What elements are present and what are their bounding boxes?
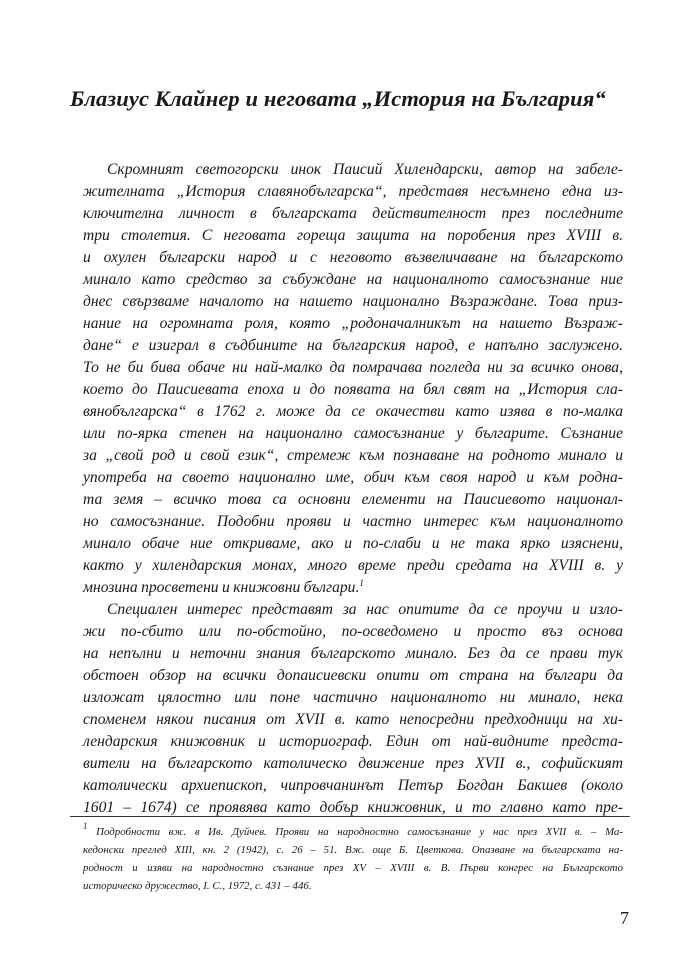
text-line: изложат цялостно или поне частично националното ни минало, нека bbox=[83, 689, 623, 706]
footnote-line bbox=[83, 823, 623, 841]
text-line: но самосъзнание. Подобни прояви и частно интерес към националното bbox=[83, 513, 623, 530]
text-line: Специален интерес представят за нас опитите да се проучи и изло- bbox=[107, 601, 623, 618]
text-line: жи по-сбито или по-обстойно, по-осведомено и просто въз основа bbox=[83, 623, 623, 640]
text-line: споменем някои писания от XVII в. като непосредни предходници на хи- bbox=[83, 711, 623, 728]
text-line: и охулен български народ и с неговото възвеличаване на българското bbox=[83, 249, 623, 266]
text-line: за „свой род и свой език“, стремеж към познаване на родното минало и bbox=[83, 447, 623, 464]
text-line: което до Паисиевата епоха и до появата на бял свят на „История сла- bbox=[83, 381, 623, 398]
text-line: дане“ е изиграл в съдбините на българския народ, е напълно заслужено. bbox=[83, 337, 623, 354]
text-line: минало обаче ние откриваме, ако и по-слаби и не така ярко изяснени, bbox=[83, 535, 623, 552]
paragraph-1 bbox=[83, 159, 623, 599]
footnote-line: кедонски преглед XIII, кн. 2 (1942), с. 26 – 51. Вж. още Б. Цветкова. Опазване на българската на- bbox=[83, 844, 623, 856]
footnote-divider bbox=[70, 816, 630, 817]
text-line: То не би бива обаче ни най-малко да помрачава погледа ни за всичко онова, bbox=[83, 359, 623, 376]
text-line: лендарския книжовник и историограф. Един от най-видните предста- bbox=[83, 733, 623, 750]
text-line bbox=[83, 577, 623, 599]
text-line: три столетия. С неговата гореща защита на поробения през XVIII в. bbox=[83, 227, 623, 244]
text-line: ключителна личност в българската действителност през последните bbox=[83, 205, 623, 222]
footnote-reference[interactable]: 1 bbox=[359, 578, 364, 588]
text-line: минало като средство за събуждане на националното самосъзнание ние bbox=[83, 271, 623, 288]
text-line: както у хилендарския монах, много време преди средата на XVIII в. у bbox=[83, 557, 623, 574]
footnote-line: родност и изяви на народностно съзнание през XV – XVIII в. В. Първи конгрес на Българското bbox=[83, 862, 623, 874]
text-line: нание на огромната роля, която „родоначалникът на нашето Възраж- bbox=[83, 315, 623, 332]
body-text bbox=[83, 159, 623, 819]
text-line: вители на българското католическо движение през XVII в., софийският bbox=[83, 755, 623, 772]
footnote-marker: 1 bbox=[83, 821, 88, 831]
footnote-line: историческо дружество, I. С., 1972, с. 431 – 446. bbox=[83, 880, 312, 892]
text-line-content: мнозина просветени и книжовни българи. bbox=[83, 579, 360, 596]
text-line: обстоен обзор на всички допаисиевски опити от страна на българи да bbox=[83, 667, 623, 684]
text-line: употреба на своето национално име, обич към своя народ и към родна- bbox=[83, 469, 623, 486]
text-line: жителната „История славянобългарска“, представя несъмнено една из- bbox=[83, 183, 623, 200]
text-line: вянобългарска“ в 1762 г. може да се окачестви като изява в по-малка bbox=[83, 403, 623, 420]
text-line: днес свързваме началото на нашето национално Възраждане. Това приз- bbox=[83, 293, 623, 310]
text-line: на непълни и неточни знания българското минало. Без да се прави тук bbox=[83, 645, 623, 662]
text-line: 1601 – 1674) се проявява като добър книжовник, и то главно като пре- bbox=[83, 799, 623, 816]
paragraph-2 bbox=[83, 599, 623, 819]
text-line: или по-ярка степен на национално самосъзнание у българите. Съзнание bbox=[83, 425, 623, 442]
chapter-title: Блазиус Клайнер и неговата „История на България“ bbox=[70, 86, 606, 111]
footnote-text: Подробности вж. в Ив. Дуйчев. Прояви на народностно самосъзнание у нас през XVII в. – Ма- bbox=[96, 826, 623, 838]
page-number: 7 bbox=[620, 908, 629, 928]
text-line: Скромният светогорски инок Паисий Хилендарски, автор на забеле- bbox=[107, 161, 623, 178]
footnote-block bbox=[83, 823, 623, 895]
text-line: католически архиепископ, чипровчанинът Петър Богдан Бакшев (около bbox=[83, 777, 623, 794]
text-line: та земя – всичко това са основни елементи на Паисиевото национал- bbox=[83, 491, 623, 508]
